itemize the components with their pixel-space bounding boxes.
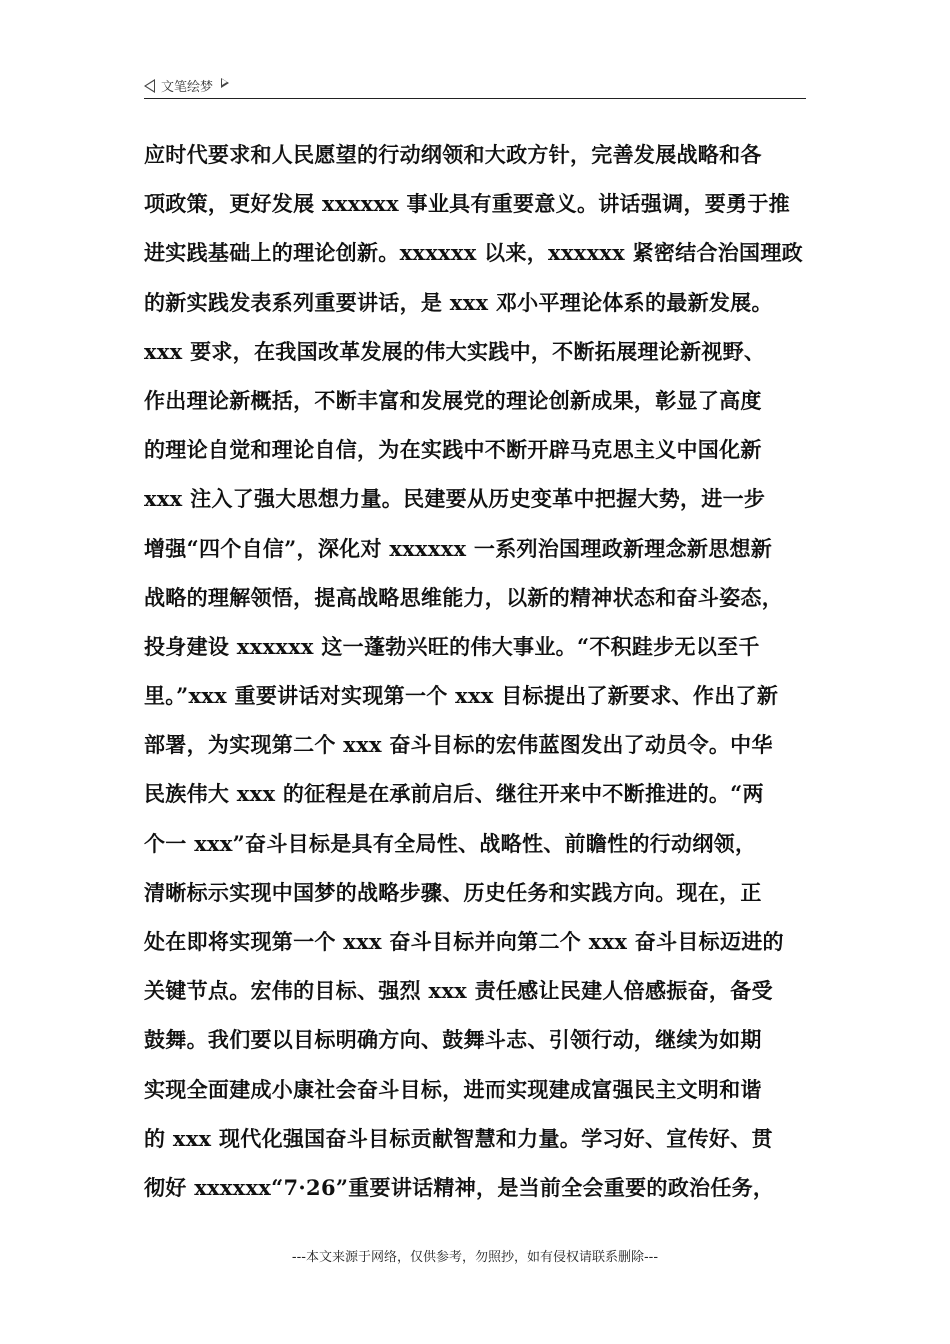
header-logo: [144, 76, 229, 95]
body-line: 关键节点。宏伟的目标、强烈 xxx 责任感让民建人倍感振奋，备受: [144, 978, 773, 1004]
body-line: 战略的理解领悟，提高战略思维能力，以新的精神状态和奋斗姿态，: [144, 584, 783, 610]
body-line: 的 xxx 现代化强国奋斗目标贡献智慧和力量。学习好、宣传好、贯: [144, 1125, 773, 1151]
body-line: xxx 注入了强大思想力量。民建要从历史变革中把握大势，进一步: [144, 486, 766, 512]
body-line: 实现全面建成小康社会奋斗目标，进而实现建成富强民主文明和谐: [144, 1076, 762, 1102]
body-line: 处在即将实现第一个 xxx 奋斗目标并向第二个 xxx 奋斗目标迈进的: [144, 929, 784, 954]
document-body: [144, 130, 824, 1212]
body-line: 的理论自觉和理论自信，为在实践中不断开辟马克思主义中国化新: [144, 437, 762, 463]
body-line: 的新实践发表系列重要讲话，是 xxx 邓小平理论体系的最新发展。: [144, 289, 773, 315]
page-header: [144, 70, 806, 99]
body-line: 作出理论新概括，不断丰富和发展党的理论创新成果，彰显了高度: [144, 387, 762, 413]
body-line: 进实践基础上的理论创新。xxxxxx 以来，xxxxxx 紧密结合治国理政: [144, 240, 803, 266]
body-line: 应时代要求和人民愿望的行动纲领和大政方针，完善发展战略和各: [144, 142, 762, 167]
body-line: 个一 xxx”奋斗目标是具有全局性、战略性、前瞻性的行动纲领，: [144, 830, 757, 856]
body-line: 民族伟大 xxx 的征程是在承前启后、继往开来中不断推进的。“两: [144, 781, 764, 807]
body-line: 项政策，更好发展 xxxxxx 事业具有重要意义。讲话强调，要勇于推: [144, 191, 790, 217]
left-triangle-icon: [144, 79, 155, 93]
body-line: 鼓舞。我们要以目标明确方向、鼓舞斗志、引领行动，继续为如期: [144, 1027, 762, 1053]
right-triangle-icon: [221, 78, 229, 88]
body-line: 投身建设 xxxxxx 这一蓬勃兴旺的伟大事业。“不积跬步无以至千: [144, 633, 760, 659]
body-line: 清晰标示实现中国梦的战略步骤、历史任务和实践方向。现在，正: [144, 879, 762, 905]
body-line: 部署，为实现第二个 xxx 奋斗目标的宏伟蓝图发出了动员令。中华: [144, 732, 773, 758]
body-line: 增强“四个自信”，深化对 xxxxxx 一系列治国理政新理念新思想新: [144, 535, 773, 561]
page-footer: ---本文来源于网络，仅供参考，勿照抄，如有侵权请联系删除---: [291, 1250, 659, 1265]
body-line: 里。”xxx 重要讲话对实现第一个 xxx 目标提出了新要求、作出了新: [144, 683, 779, 709]
body-line: xxx 要求，在我国改革发展的伟大实践中，不断拓展理论新视野、: [144, 338, 766, 364]
header-logo-text: 文笔绘梦: [161, 80, 214, 95]
body-line: 彻好 xxxxxx“7·26”重要讲话精神，是当前全会重要的政治任务，: [144, 1174, 775, 1200]
